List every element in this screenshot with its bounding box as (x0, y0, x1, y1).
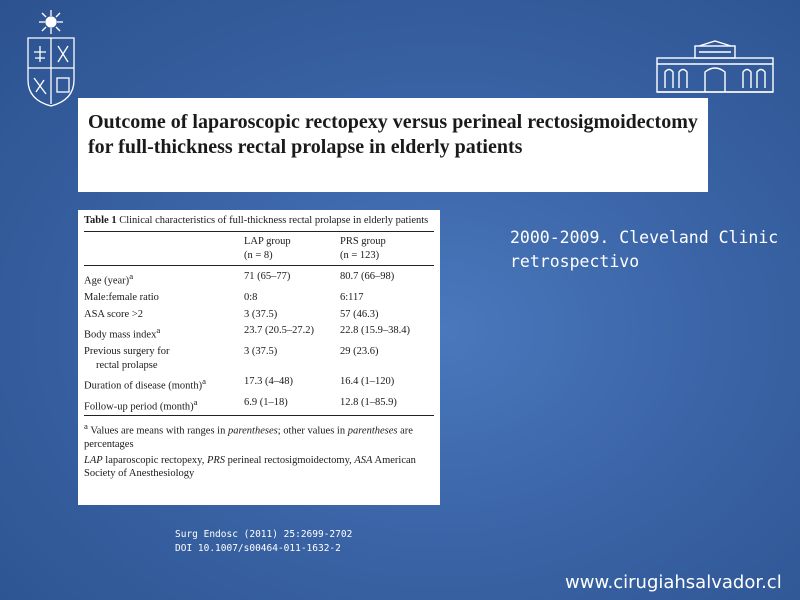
row-label: Male:female ratio (84, 292, 159, 303)
header-cell-prs (340, 232, 434, 265)
header-cell-lap (244, 232, 340, 265)
row-label: ASA score >2 (84, 308, 144, 320)
header-prs-line1: PRS group (340, 236, 386, 247)
row-lap-value: 6.9 (1–18) (244, 397, 288, 408)
row-label: Previous surgery for rectal prolapse (84, 346, 170, 371)
row-lap-value: 3 (37.5) (244, 346, 278, 357)
row-lap-value: 23.7 (20.5–27.2) (244, 325, 314, 336)
table-footnotes (84, 420, 434, 480)
row-prs-value: 6:117 (340, 292, 364, 303)
table-row (84, 394, 434, 415)
row-lap-value: 3 (37.5) (244, 308, 278, 320)
study-info-line2: retrospectivo (510, 252, 640, 271)
header-lap-line2: (n = 8) (244, 249, 273, 261)
table-row (84, 306, 434, 323)
row-lap-value: 71 (65–77) (244, 271, 291, 282)
table-caption-text: Clinical characteristics of full-thickness rectal prolapse in elderly patients (119, 215, 429, 226)
row-prs-value: 12.8 (1–85.9) (340, 397, 397, 408)
table-row (84, 373, 434, 394)
row-prs-value: 29 (23.6) (340, 346, 379, 357)
study-info-line1: 2000-2009. Cleveland Clinic (510, 228, 779, 247)
row-label: Body mass index$^a$ (84, 325, 161, 341)
row-label: Age (year)$^a$ (84, 271, 134, 287)
row-label: Duration of disease (month)$^a$ (84, 376, 206, 392)
article-title: Outcome of laparoscopic rectopexy versus perineal rectosigmoidectomy for full-thickness rectal prolapse in elderly patients (78, 98, 708, 192)
table-row (84, 289, 434, 306)
citation-doi: DOI 10.1007/s00464-011-1632-2 (175, 543, 341, 554)
table-row (84, 322, 434, 343)
table-rule-bottom (84, 415, 434, 416)
row-label: Follow-up period (month)$^a$ (84, 397, 198, 413)
footnote-abbreviations: LAP laparoscopic rectopexy, PRS perineal rectosigmoidectomy, ASA American Society of Anesthesiology (84, 454, 416, 479)
row-prs-value: 80.7 (66–98) (340, 271, 395, 282)
citation-reference (175, 528, 352, 556)
study-info-text (510, 226, 780, 274)
footnote-means: $^a$ Values are means with ranges in parentheses; other values in parentheses are percentages (84, 421, 413, 450)
table-row (84, 343, 434, 373)
citation-journal: Surg Endosc (2011) 25:2699-2702 (175, 529, 353, 540)
table-caption-label: Table 1 (84, 215, 117, 226)
row-lap-value: 17.3 (4–48) (244, 376, 293, 387)
table-row (84, 266, 434, 289)
table-caption (84, 214, 434, 227)
row-prs-value: 22.8 (15.9–38.4) (340, 325, 410, 336)
row-prs-value: 16.4 (1–120) (340, 376, 395, 387)
university-crest-icon (22, 8, 80, 108)
clinical-table (78, 210, 440, 505)
row-lap-value: 0:8 (244, 292, 258, 303)
table-body (84, 266, 434, 415)
website-url: www.cirugiahsalvador.cl (565, 572, 782, 593)
header-prs-line2: (n = 123) (340, 249, 380, 261)
header-lap-line1: LAP group (244, 236, 291, 247)
header-cell-label (84, 232, 244, 265)
table-grid (84, 232, 434, 265)
row-prs-value: 57 (46.3) (340, 308, 379, 320)
hospital-building-icon (655, 40, 775, 95)
table-header-row (84, 232, 434, 265)
